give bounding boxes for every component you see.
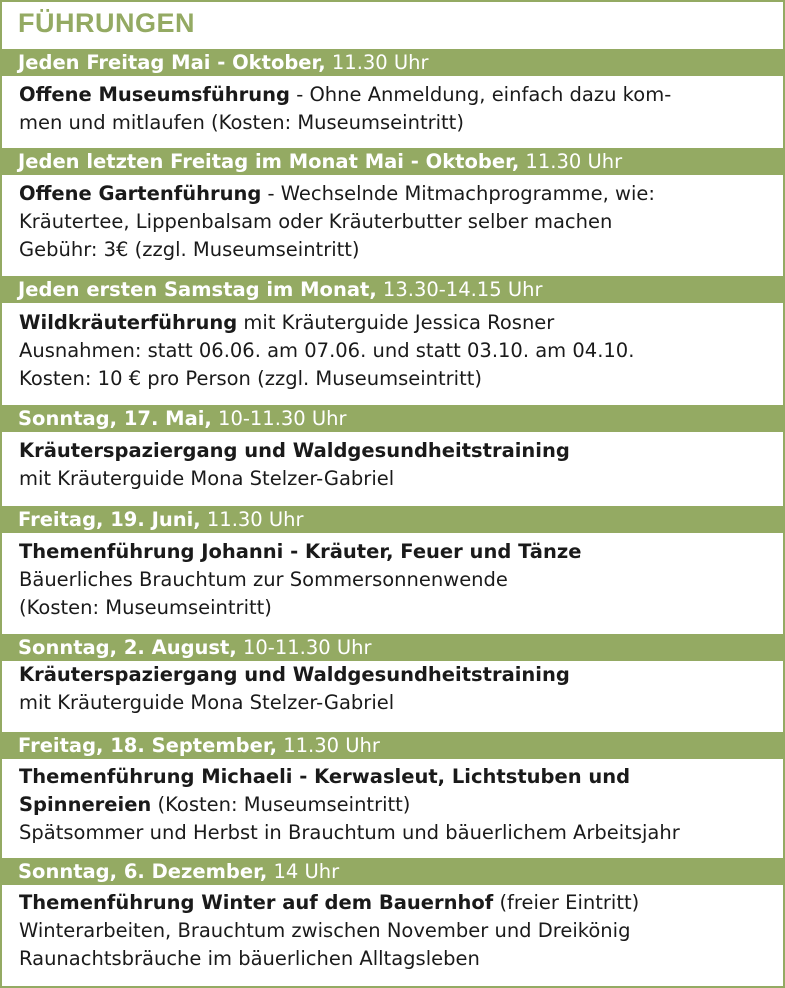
event-date-band bbox=[2, 858, 785, 885]
event-description bbox=[19, 180, 779, 264]
event-date-band bbox=[2, 634, 785, 661]
description-line: mit Kräuterguide Mona Stelzer-Gabriel bbox=[19, 691, 395, 714]
event-name: Offene Museumsführung bbox=[19, 83, 291, 106]
event-time: 11.30 Uhr bbox=[325, 51, 429, 74]
event-description bbox=[19, 81, 779, 137]
event-description bbox=[19, 763, 779, 847]
event-date: Freitag, 19. Juni, bbox=[18, 508, 201, 531]
event-description bbox=[19, 889, 779, 973]
event-date-band bbox=[2, 732, 785, 759]
event-date-band bbox=[2, 506, 785, 533]
event-name: Kräuterspaziergang und Waldgesundheitstraining bbox=[19, 439, 570, 462]
description-line: Kosten: 10 € pro Person (zzgl. Museumseintritt) bbox=[19, 367, 482, 390]
event-time: 11.30 Uhr bbox=[519, 150, 623, 173]
event-date: Jeden letzten Freitag im Monat Mai - Oktober, bbox=[18, 150, 520, 173]
event-description bbox=[19, 538, 779, 622]
description-line bbox=[19, 538, 779, 566]
event-name: Themenführung Johanni - Kräuter, Feuer und Tänze bbox=[19, 540, 582, 563]
event-description bbox=[19, 437, 779, 493]
description-line: mit Kräuterguide Mona Stelzer-Gabriel bbox=[19, 467, 395, 490]
description-line bbox=[19, 763, 779, 791]
event-description bbox=[19, 661, 779, 717]
event-date: Sonntag, 2. August, bbox=[18, 636, 237, 659]
description-line: (Kosten: Museumseintritt) bbox=[19, 596, 272, 619]
description-line: Raunachtsbräuche im bäuerlichen Alltagsleben bbox=[19, 947, 480, 970]
description-line: Spinnereien (Kosten: Museumseintritt) bbox=[19, 793, 411, 816]
description-line: Kräutertee, Lippenbalsam oder Kräuterbutter selber machen bbox=[19, 210, 613, 233]
event-description bbox=[19, 309, 779, 393]
description-line: Offene Museumsführung - Ohne Anmeldung, einfach dazu kom- bbox=[19, 83, 672, 106]
description-line: Offene Gartenführung - Wechselnde Mitmachprogramme, wie: bbox=[19, 182, 655, 205]
description-line: Winterarbeiten, Brauchtum zwischen November und Dreikönig bbox=[19, 919, 631, 942]
event-date-band bbox=[2, 49, 785, 76]
event-date-band bbox=[2, 148, 785, 175]
description-line: men und mitlaufen (Kosten: Museumseintritt) bbox=[19, 111, 464, 134]
description-line: Ausnahmen: statt 06.06. am 07.06. und statt 03.10. am 04.10. bbox=[19, 339, 635, 362]
event-name: Themenführung Winter auf dem Bauernhof bbox=[19, 891, 494, 914]
event-date-band bbox=[2, 276, 785, 303]
event-time: 11.30 Uhr bbox=[200, 508, 304, 531]
event-name: Wildkräuterführung bbox=[19, 311, 238, 334]
description-line: Bäuerliches Brauchtum zur Sommersonnenwende bbox=[19, 568, 508, 591]
event-time: 11.30 Uhr bbox=[277, 734, 380, 757]
event-name: Spinnereien bbox=[19, 793, 152, 816]
event-name: Themenführung Michaeli - Kerwasleut, Lichtstuben und bbox=[19, 765, 631, 788]
event-time: 14 Uhr bbox=[267, 860, 340, 883]
event-date: Jeden Freitag Mai - Oktober, bbox=[18, 51, 326, 74]
event-date: Sonntag, 17. Mai, bbox=[18, 407, 212, 430]
event-date: Freitag, 18. September, bbox=[18, 734, 278, 757]
event-date: Sonntag, 6. Dezember, bbox=[18, 860, 268, 883]
event-time: 10-11.30 Uhr bbox=[236, 636, 372, 659]
description-line: Wildkräuterführung mit Kräuterguide Jessica Rosner bbox=[19, 311, 555, 334]
event-date-band bbox=[2, 405, 785, 432]
event-date: Jeden ersten Samstag im Monat, bbox=[18, 278, 377, 301]
page-title: FÜHRUNGEN bbox=[18, 8, 195, 38]
event-name: Offene Gartenführung bbox=[19, 182, 262, 205]
description-line bbox=[19, 437, 779, 465]
description-line bbox=[19, 661, 779, 689]
description-line: Spätsommer und Herbst in Brauchtum und bäuerlichem Arbeitsjahr bbox=[19, 821, 680, 844]
event-name: Kräuterspaziergang und Waldgesundheitstraining bbox=[19, 663, 570, 686]
event-time: 10-11.30 Uhr bbox=[211, 407, 347, 430]
event-time: 13.30-14.15 Uhr bbox=[376, 278, 543, 301]
description-line: Themenführung Winter auf dem Bauernhof (freier Eintritt) bbox=[19, 891, 640, 914]
description-line: Gebühr: 3€ (zzgl. Museumseintritt) bbox=[19, 238, 360, 261]
